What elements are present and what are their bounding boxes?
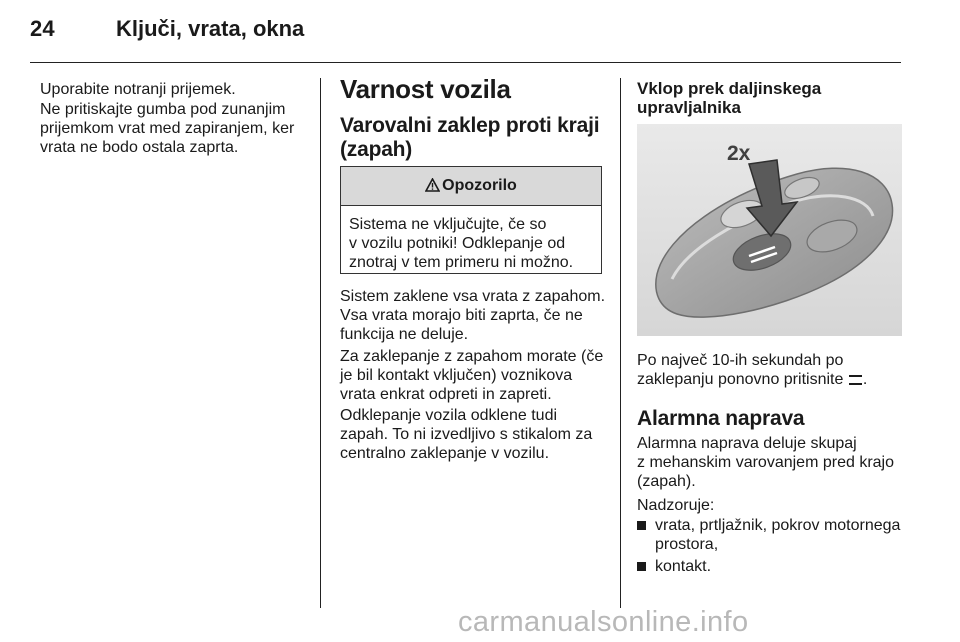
subsection-heading: Varovalni zaklep proti kraji (zapah) (340, 114, 600, 161)
remote-key-figure (637, 124, 902, 336)
remote-key-icon (637, 124, 902, 336)
warning-triangle-icon (425, 176, 440, 197)
middle-paragraph-3: Odklepanje vozila odklene tudi zapah. To ni izvedljivo s stikalom za centralno zaklepanje v vozilu. (340, 407, 593, 462)
list-item (637, 516, 907, 556)
column-divider-left (320, 78, 321, 608)
list-item-text: kontakt. (655, 558, 712, 575)
remote-paragraph-line1: Po največ 10-ih sekundah po (637, 352, 844, 369)
bullet-icon (637, 562, 646, 571)
section-heading: Varnost vozila (340, 74, 511, 104)
header-rule (30, 62, 901, 63)
page-title: Ključi, vrata, okna (116, 16, 305, 41)
left-paragraph-1: Uporabite notranji prijemek. (40, 81, 236, 98)
monitors-label: Nadzoruje: (637, 497, 715, 514)
alarm-heading: Alarmna naprava (637, 407, 805, 430)
lock-button-icon (849, 375, 862, 385)
left-paragraph-2: Ne pritiskajte gumba pod zunanjim prijemkom vrat med zapiranjem, ker vrata ne bodo ostala zaprta. (40, 101, 295, 156)
press-twice-label: 2x (727, 142, 751, 165)
warning-header (341, 167, 601, 206)
remote-paragraph-end: . (862, 371, 868, 388)
remote-heading: Vklop prek daljinskega upravljalnika (637, 79, 822, 117)
middle-paragraph-2: Za zaklepanje z zapahom morate (če je bil kontakt vključen) voznikova vrata enkrat odpreti in zapreti. (340, 348, 604, 403)
page-number: 24 (30, 16, 55, 41)
middle-paragraph-1: Sistem zaklene vsa vrata z zapahom. Vsa vrata morajo biti zaprta, če ne funkcija ne deluje. (340, 288, 606, 343)
bullet-icon (637, 521, 646, 530)
remote-paragraph (637, 351, 902, 389)
warning-title: Opozorilo (442, 177, 517, 194)
column-divider-right (620, 78, 621, 608)
list-item (637, 557, 907, 577)
warning-text: Sistema ne vključujte, če so v vozilu potniki! Odklepanje od znotraj v tem primeru ni možno. (349, 216, 574, 271)
list-item-text: vrata, prtljažnik, pokrov motornega prostora, (655, 517, 901, 553)
remote-paragraph-line2: zaklepanju ponovno pritisnite (637, 371, 844, 388)
warning-box (340, 166, 602, 274)
alarm-paragraph: Alarmna naprava deluje skupaj z mehanskim varovanjem pred krajo (zapah). (637, 435, 894, 490)
watermark: carmanualsonline.info (458, 606, 749, 638)
